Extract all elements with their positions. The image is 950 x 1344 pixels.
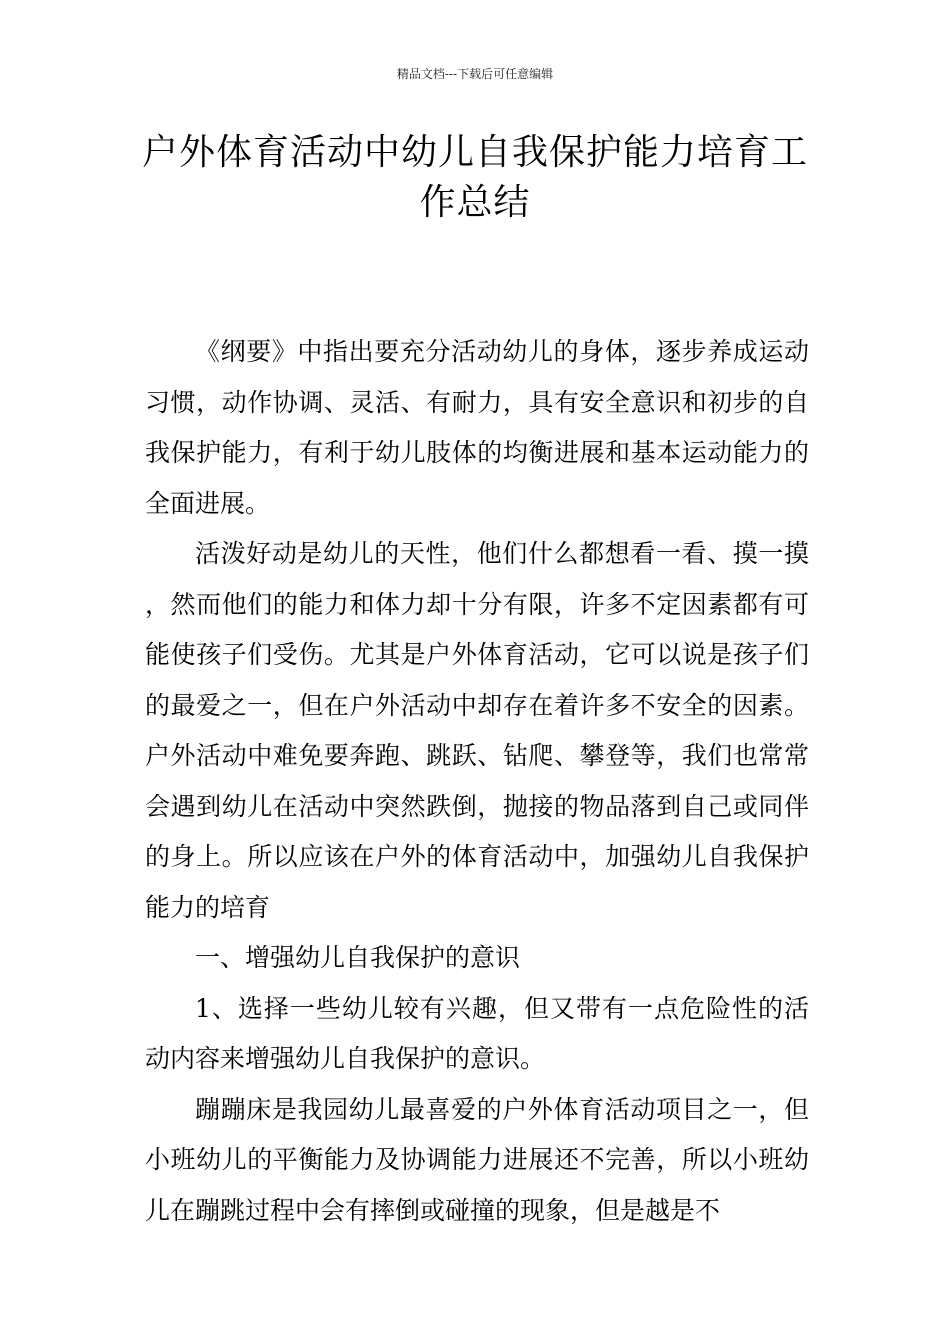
header-note: 精品文档---下载后可任意编辑 xyxy=(396,67,554,81)
paragraph: 《纲要》中指出要充分活动幼儿的身体，逐步养成运动习惯，动作协调、灵活、有耐力，具有安全意识和初步的自我保护能力，有利于幼儿肢体的均衡进展和基本运动能力的全面进展。 xyxy=(145,337,809,518)
paragraph: 蹦蹦床是我园幼儿最喜爱的户外体育活动项目之一，但小班幼儿的平衡能力及协调能力进展还不完善，所以小班幼儿在蹦跳过程中会有摔倒或碰撞的现象，但是越是不 xyxy=(145,1094,809,1225)
document-title: 户外体育活动中幼儿自我保护能力培育工作总结 xyxy=(141,132,808,223)
paragraph: 1、选择一些幼儿较有兴趣，但又带有一点危险性的活动内容来增强幼儿自我保护的意识。 xyxy=(145,993,809,1073)
paragraph: 活泼好动是幼儿的天性，他们什么都想看一看、摸一摸，然而他们的能力和体力却十分有限，许多不定因素都有可能使孩子们受伤。尤其是户外体育活动，它可以说是孩子们的最爱之一，但在户外活动中却存在着许多不安全的因素。户外活动中难免要奔跑、跳跃、钻爬、攀登等，我们也常常会遇到幼儿在活动中突然跌倒，抛接的物品落到自己或同伴的身上。所以应该在户外的体育活动中，加强幼儿自我保护能力的培育 xyxy=(145,539,809,922)
section-heading: 一、增强幼儿自我保护的意识 xyxy=(195,943,521,972)
document-body xyxy=(145,327,809,1236)
